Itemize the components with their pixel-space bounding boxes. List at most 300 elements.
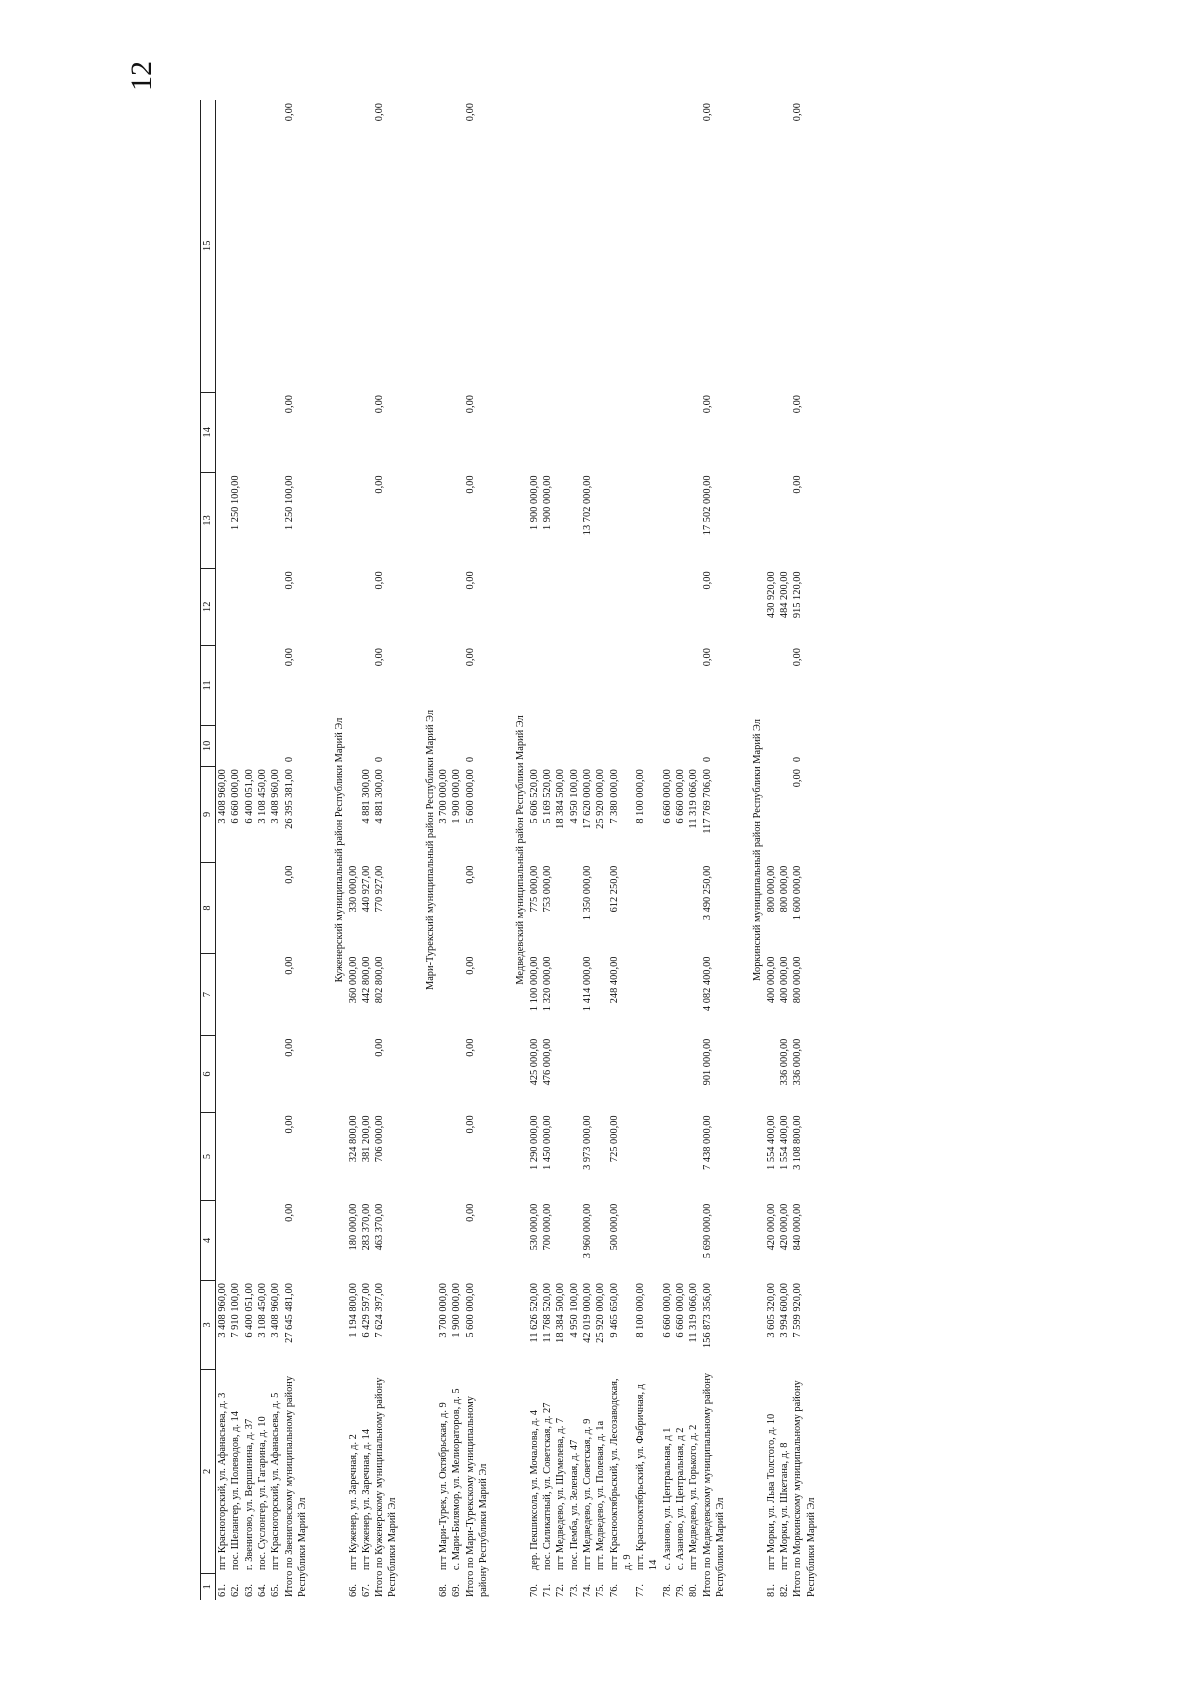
table-row bbox=[568, 100, 581, 1600]
value-cell-col-6 bbox=[765, 1036, 778, 1113]
value-cell-col-7 bbox=[437, 954, 450, 1036]
total-label: Итого по Куженерскому муниципальному району Республики Марий Эл bbox=[374, 1377, 399, 1597]
value-cell-col-8: 800 000,00 bbox=[765, 865, 777, 913]
column-number-row bbox=[201, 100, 216, 1600]
value-cell-col-15 bbox=[661, 100, 674, 392]
column-header-7: 7 bbox=[201, 954, 216, 1036]
spacer-cell bbox=[404, 100, 414, 1600]
table-row bbox=[661, 100, 674, 1600]
value-cell-col-8 bbox=[256, 863, 269, 954]
value-cell-col-4 bbox=[634, 1201, 661, 1280]
value-cell-col-8: 800 000,00 bbox=[778, 865, 790, 913]
table-row bbox=[554, 100, 567, 1600]
value-cell-col-12: 430 920,00 bbox=[765, 571, 777, 619]
row-number: 82. bbox=[778, 1584, 790, 1597]
value-cell-col-4 bbox=[687, 1201, 700, 1280]
address-cell: пгт Куженер, ул. Заречная, д. 2 bbox=[347, 1434, 359, 1571]
value-cell-col-15 bbox=[450, 100, 463, 392]
value-cell-col-8: 1 600 000,00 bbox=[792, 865, 804, 921]
total-row bbox=[373, 100, 404, 1600]
value-cell-col-15 bbox=[608, 100, 635, 392]
value-cell-col-10 bbox=[347, 726, 360, 767]
total-label: Итого по Медведевскому муниципальному району Республики Марий Эл bbox=[701, 1372, 726, 1597]
total-label: Итого по Мари-Турекскому муниципальному району Республики Марий Эл bbox=[464, 1396, 489, 1597]
value-cell-col-10 bbox=[450, 726, 463, 767]
value-cell-col-14 bbox=[360, 392, 373, 472]
region-name: Мари-Турекский муниципальный район Республики Марий Эл bbox=[424, 709, 436, 991]
value-cell-col-15 bbox=[581, 100, 594, 392]
value-cell-col-13: 1 250 100,00 bbox=[230, 475, 242, 530]
total-row bbox=[283, 100, 314, 1600]
value-cell-col-5: 381 200,00 bbox=[360, 1115, 372, 1163]
value-cell-col-7 bbox=[568, 954, 581, 1036]
value-cell-col-11 bbox=[229, 645, 242, 725]
value-cell-col-3: 5 600 000,00 bbox=[464, 1283, 476, 1338]
value-cell-col-5: 0,00 bbox=[283, 1115, 295, 1134]
value-cell-col-12 bbox=[437, 568, 450, 645]
table-row bbox=[269, 100, 282, 1600]
value-cell-col-14 bbox=[256, 392, 269, 472]
value-cell-col-13 bbox=[778, 472, 791, 568]
table-body bbox=[216, 100, 832, 1600]
value-cell-col-11 bbox=[661, 645, 674, 725]
region-name: Куженерский муниципальный район Республики Марий Эл bbox=[334, 717, 346, 983]
table-row bbox=[594, 100, 607, 1600]
value-cell-col-3: 6 660 000,00 bbox=[661, 1283, 673, 1338]
value-cell-col-9: 8 100 000,00 bbox=[635, 769, 647, 824]
value-cell-col-10 bbox=[778, 726, 791, 767]
value-cell-col-3: 18 384 500,00 bbox=[555, 1283, 567, 1343]
row-number: 71. bbox=[541, 1584, 553, 1597]
address-cell: пгт Куженер, ул. Заречная, д. 14 bbox=[360, 1428, 372, 1571]
value-cell-col-15 bbox=[594, 100, 607, 392]
value-cell-col-4 bbox=[269, 1201, 282, 1280]
value-cell-col-9: 5 606 520,00 bbox=[528, 769, 540, 824]
value-cell-col-12: 0,00 bbox=[464, 571, 476, 590]
table-row bbox=[216, 100, 230, 1600]
value-cell-col-6 bbox=[581, 1036, 594, 1113]
row-number: 72. bbox=[555, 1584, 567, 1597]
value-cell-col-10 bbox=[687, 726, 700, 767]
value-cell-col-11 bbox=[608, 645, 635, 725]
value-cell-col-8 bbox=[450, 863, 463, 954]
spacer-row bbox=[822, 100, 832, 1600]
column-header-1: 1 bbox=[201, 1573, 216, 1600]
value-cell-col-8 bbox=[634, 863, 661, 954]
row-number: 76. bbox=[608, 1584, 620, 1597]
address-cell: пгт Медведево, ул. Горького, д. 2 bbox=[688, 1424, 700, 1571]
row-number: 65. bbox=[270, 1584, 282, 1597]
address-cell: пгт Красноoктябрьский, ул. Лесозаводская, д. 9 bbox=[608, 1378, 633, 1571]
value-cell-col-8: 753 000,00 bbox=[541, 865, 553, 913]
value-cell-col-15: 0,00 bbox=[464, 103, 476, 122]
value-cell-col-6 bbox=[568, 1036, 581, 1113]
value-cell-col-8: 0,00 bbox=[283, 865, 295, 884]
value-cell-col-7 bbox=[661, 954, 674, 1036]
value-cell-col-9: 6 660 000,00 bbox=[230, 769, 242, 824]
table-row bbox=[674, 100, 687, 1600]
spacer-row bbox=[731, 100, 741, 1600]
value-cell-col-12: 0,00 bbox=[701, 571, 713, 590]
value-cell-col-8: 770 927,00 bbox=[374, 865, 386, 913]
value-cell-col-7 bbox=[243, 954, 256, 1036]
value-cell-col-12 bbox=[528, 568, 541, 645]
value-cell-col-6: 901 000,00 bbox=[701, 1038, 713, 1086]
value-cell-col-5: 1 450 000,00 bbox=[541, 1115, 553, 1170]
value-cell-col-7: 802 800,00 bbox=[374, 956, 386, 1004]
value-cell-col-4: 700 000,00 bbox=[541, 1203, 553, 1251]
value-cell-col-4: 500 000,00 bbox=[608, 1203, 620, 1251]
value-cell-col-6 bbox=[269, 1036, 282, 1113]
value-cell-col-5: 7 438 000,00 bbox=[701, 1115, 713, 1170]
value-cell-col-6 bbox=[450, 1036, 463, 1113]
value-cell-col-8: 330 000,00 bbox=[347, 865, 359, 913]
value-cell-col-9: 4 950 100,00 bbox=[568, 769, 580, 824]
address-cell: пгт. Медведево, ул. Полевая, д. 1а bbox=[595, 1420, 607, 1571]
address-cell: дер. Пекшиксола, ул. Мочалова, д. 4 bbox=[528, 1410, 540, 1571]
value-cell-col-10: 0 bbox=[283, 756, 295, 763]
value-cell-col-5 bbox=[687, 1112, 700, 1200]
value-cell-col-4: 0,00 bbox=[464, 1203, 476, 1222]
value-cell-col-9 bbox=[347, 766, 360, 863]
value-cell-col-3: 4 950 100,00 bbox=[568, 1283, 580, 1338]
row-number: 78. bbox=[661, 1584, 673, 1597]
value-cell-col-13 bbox=[216, 472, 230, 568]
value-cell-col-5: 324 800,00 bbox=[347, 1115, 359, 1163]
value-cell-col-11 bbox=[581, 645, 594, 725]
value-cell-col-13 bbox=[256, 472, 269, 568]
value-cell-col-11 bbox=[360, 645, 373, 725]
value-cell-col-10 bbox=[608, 726, 635, 767]
region-header-row bbox=[323, 100, 346, 1600]
spacer-row bbox=[313, 100, 323, 1600]
table-row bbox=[437, 100, 450, 1600]
value-cell-col-13 bbox=[554, 472, 567, 568]
value-cell-col-10 bbox=[674, 726, 687, 767]
value-cell-col-5 bbox=[661, 1112, 674, 1200]
value-cell-col-9: 11 319 066,00 bbox=[688, 769, 700, 829]
value-cell-col-11 bbox=[450, 645, 463, 725]
value-cell-col-10: 0 bbox=[701, 756, 713, 763]
value-cell-col-13: 0,00 bbox=[464, 475, 476, 494]
value-cell-col-10 bbox=[216, 726, 230, 767]
value-cell-col-3: 27 645 481,00 bbox=[283, 1283, 295, 1343]
value-cell-col-9: 3 408 960,00 bbox=[217, 769, 228, 824]
address-cell: пос. Шелангер, ул. Полеводов, д. 14 bbox=[230, 1411, 242, 1571]
value-cell-col-13 bbox=[594, 472, 607, 568]
value-cell-col-12 bbox=[450, 568, 463, 645]
value-cell-col-5 bbox=[256, 1112, 269, 1200]
value-cell-col-9: 3 108 450,00 bbox=[256, 769, 268, 824]
address-cell: пгт Морки, ул. Льва Толстого, д. 10 bbox=[765, 1413, 777, 1571]
value-cell-col-14: 0,00 bbox=[283, 395, 295, 414]
value-cell-col-3: 9 465 650,00 bbox=[608, 1283, 620, 1338]
value-cell-col-14: 0,00 bbox=[701, 395, 713, 414]
value-cell-col-4 bbox=[256, 1201, 269, 1280]
column-header-11: 11 bbox=[201, 645, 216, 725]
value-cell-col-11 bbox=[269, 645, 282, 725]
region-header-row bbox=[504, 100, 527, 1600]
value-cell-col-14 bbox=[594, 392, 607, 472]
value-cell-col-10 bbox=[541, 726, 554, 767]
value-cell-col-13: 0,00 bbox=[792, 475, 804, 494]
row-number: 75. bbox=[595, 1584, 607, 1597]
address-cell: пгт Медведево, ул. Шумелева, д. 7 bbox=[555, 1417, 567, 1571]
value-cell-col-4 bbox=[216, 1201, 230, 1280]
value-cell-col-6: 336 000,00 bbox=[792, 1038, 804, 1086]
value-cell-col-12 bbox=[674, 568, 687, 645]
value-cell-col-9: 117 769 706,00 bbox=[701, 769, 713, 834]
value-cell-col-11: 0,00 bbox=[464, 648, 476, 667]
total-row bbox=[464, 100, 495, 1600]
value-cell-col-4: 463 370,00 bbox=[374, 1203, 386, 1251]
value-cell-col-13 bbox=[360, 472, 373, 568]
value-cell-col-3: 3 408 960,00 bbox=[270, 1283, 282, 1338]
value-cell-col-7: 4 082 400,00 bbox=[701, 956, 713, 1012]
column-header-4: 4 bbox=[201, 1201, 216, 1280]
value-cell-col-9 bbox=[765, 766, 778, 863]
address-cell: с. Азаново, ул. Центральная, д 1 bbox=[661, 1427, 673, 1571]
value-cell-col-6: 0,00 bbox=[374, 1038, 386, 1057]
value-cell-col-7 bbox=[256, 954, 269, 1036]
value-cell-col-8 bbox=[554, 863, 567, 954]
value-cell-col-15 bbox=[216, 100, 230, 392]
value-cell-col-5 bbox=[269, 1112, 282, 1200]
region-name: Медведевский муниципальный район Республики Марий Эл bbox=[515, 715, 527, 985]
value-cell-col-14 bbox=[674, 392, 687, 472]
value-cell-col-9: 6 660 000,00 bbox=[675, 769, 687, 824]
value-cell-col-3: 6 660 000,00 bbox=[675, 1283, 687, 1338]
value-cell-col-13 bbox=[674, 472, 687, 568]
row-number: 64. bbox=[256, 1584, 268, 1597]
value-cell-col-12: 915 120,00 bbox=[792, 571, 804, 619]
value-cell-col-12: 484 200,00 bbox=[778, 571, 790, 619]
value-cell-col-11 bbox=[256, 645, 269, 725]
value-cell-col-5: 1 554 400,00 bbox=[765, 1115, 777, 1170]
value-cell-col-6 bbox=[360, 1036, 373, 1113]
value-cell-col-5 bbox=[554, 1112, 567, 1200]
value-cell-col-12 bbox=[661, 568, 674, 645]
value-cell-col-5: 1 290 000,00 bbox=[528, 1115, 540, 1170]
value-cell-col-14 bbox=[581, 392, 594, 472]
value-cell-col-14 bbox=[634, 392, 661, 472]
value-cell-col-12 bbox=[634, 568, 661, 645]
value-cell-col-12 bbox=[269, 568, 282, 645]
value-cell-col-14 bbox=[229, 392, 242, 472]
address-cell: пос. Силикатный, ул. Советская, д. 27 bbox=[541, 1402, 553, 1571]
value-cell-col-13 bbox=[437, 472, 450, 568]
row-number: 81. bbox=[765, 1584, 777, 1597]
value-cell-col-12 bbox=[541, 568, 554, 645]
value-cell-col-7 bbox=[216, 954, 230, 1036]
value-cell-col-12 bbox=[229, 568, 242, 645]
value-cell-col-9: 0,00 bbox=[792, 769, 804, 788]
table-row bbox=[634, 100, 661, 1600]
value-cell-col-13 bbox=[687, 472, 700, 568]
value-cell-col-3: 3 700 000,00 bbox=[438, 1283, 450, 1338]
value-cell-col-5 bbox=[674, 1112, 687, 1200]
table-row bbox=[243, 100, 256, 1600]
value-cell-col-5: 725 000,00 bbox=[608, 1115, 620, 1163]
address-cell: пос. Суслонгер, ул. Гагарина, д. 10 bbox=[256, 1416, 268, 1571]
value-cell-col-11: 0,00 bbox=[374, 648, 386, 667]
value-cell-col-5: 3 973 000,00 bbox=[581, 1115, 593, 1170]
value-cell-col-7: 1 414 000,00 bbox=[581, 956, 593, 1012]
value-cell-col-9: 4 881 300,00 bbox=[360, 769, 372, 824]
value-cell-col-4: 5 690 000,00 bbox=[701, 1203, 713, 1259]
value-cell-col-7 bbox=[269, 954, 282, 1036]
value-cell-col-15 bbox=[360, 100, 373, 392]
address-cell: пгт Красногорский, ул. Афанасьева, д. 3 bbox=[217, 1392, 228, 1571]
value-cell-col-9: 6 400 051,00 bbox=[243, 769, 255, 824]
value-cell-col-7 bbox=[674, 954, 687, 1036]
row-number: 61. bbox=[217, 1584, 228, 1597]
value-cell-col-5 bbox=[568, 1112, 581, 1200]
value-cell-col-15 bbox=[528, 100, 541, 392]
value-cell-col-10 bbox=[229, 726, 242, 767]
value-cell-col-15 bbox=[437, 100, 450, 392]
value-cell-col-13: 1 900 000,00 bbox=[528, 475, 540, 530]
row-number: 69. bbox=[451, 1584, 463, 1597]
value-cell-col-15 bbox=[229, 100, 242, 392]
value-cell-col-14 bbox=[216, 392, 230, 472]
value-cell-col-5: 0,00 bbox=[464, 1115, 476, 1134]
value-cell-col-11 bbox=[347, 645, 360, 725]
value-cell-col-12 bbox=[608, 568, 635, 645]
value-cell-col-14 bbox=[687, 392, 700, 472]
value-cell-col-14 bbox=[554, 392, 567, 472]
value-cell-col-5 bbox=[216, 1112, 230, 1200]
row-number: 74. bbox=[581, 1584, 593, 1597]
value-cell-col-4: 283 370,00 bbox=[360, 1203, 372, 1251]
table-row bbox=[765, 100, 778, 1600]
value-cell-col-12: 0,00 bbox=[283, 571, 295, 590]
value-cell-col-8 bbox=[661, 863, 674, 954]
value-cell-col-15: 0,00 bbox=[283, 103, 295, 122]
value-cell-col-11 bbox=[528, 645, 541, 725]
value-cell-col-15 bbox=[256, 100, 269, 392]
value-cell-col-9: 6 660 000,00 bbox=[661, 769, 673, 824]
region-name: Моркинский муниципальный район Республики Марий Эл bbox=[752, 719, 764, 981]
value-cell-col-6 bbox=[243, 1036, 256, 1113]
value-cell-col-4 bbox=[229, 1201, 242, 1280]
table-row bbox=[608, 100, 635, 1600]
value-cell-col-5: 1 554 400,00 bbox=[778, 1115, 790, 1170]
value-cell-col-7: 1 100 000,00 bbox=[528, 956, 540, 1012]
spacer-cell bbox=[313, 100, 323, 1600]
value-cell-col-7: 0,00 bbox=[464, 956, 476, 975]
value-cell-col-14 bbox=[661, 392, 674, 472]
value-cell-col-13 bbox=[243, 472, 256, 568]
value-cell-col-12 bbox=[554, 568, 567, 645]
spacer-cell bbox=[494, 100, 504, 1600]
value-cell-col-13 bbox=[347, 472, 360, 568]
table-row bbox=[541, 100, 554, 1600]
address-cell: с. Азаново, ул. Центральная, д 2 bbox=[675, 1427, 687, 1571]
value-cell-col-3: 6 400 051,00 bbox=[243, 1283, 255, 1338]
value-cell-col-3: 6 429 597,00 bbox=[360, 1283, 372, 1338]
value-cell-col-3: 42 019 000,00 bbox=[581, 1283, 593, 1343]
row-number: 77. bbox=[635, 1584, 647, 1597]
value-cell-col-8 bbox=[594, 863, 607, 954]
value-cell-col-6 bbox=[674, 1036, 687, 1113]
address-cell: пгт Мари-Турек, ул. Октябрьская, д. 9 bbox=[438, 1402, 450, 1571]
address-cell: пос. Пемба, ул. Зеленая, д. 47 bbox=[568, 1439, 580, 1571]
value-cell-col-10 bbox=[581, 726, 594, 767]
value-cell-col-15 bbox=[541, 100, 554, 392]
value-cell-col-3: 156 873 356,00 bbox=[701, 1283, 713, 1349]
value-cell-col-8 bbox=[229, 863, 242, 954]
spacer-row bbox=[404, 100, 414, 1600]
value-cell-col-3: 3 408 960,00 bbox=[217, 1283, 228, 1338]
value-cell-col-15 bbox=[347, 100, 360, 392]
row-number: 67. bbox=[360, 1584, 372, 1597]
value-cell-col-4: 530 000,00 bbox=[528, 1203, 540, 1251]
value-cell-col-6 bbox=[687, 1036, 700, 1113]
value-cell-col-6 bbox=[216, 1036, 230, 1113]
value-cell-col-11 bbox=[541, 645, 554, 725]
value-cell-col-4 bbox=[568, 1201, 581, 1280]
table-row bbox=[256, 100, 269, 1600]
value-cell-col-4 bbox=[437, 1201, 450, 1280]
total-label: Итого по Моркинскому муниципальному району Республики Марий Эл bbox=[792, 1380, 817, 1597]
value-cell-col-5: 706 000,00 bbox=[374, 1115, 386, 1163]
value-cell-col-14: 0,00 bbox=[792, 395, 804, 414]
column-header-6: 6 bbox=[201, 1036, 216, 1113]
value-cell-col-15 bbox=[269, 100, 282, 392]
value-cell-col-14 bbox=[778, 392, 791, 472]
value-cell-col-14 bbox=[450, 392, 463, 472]
value-cell-col-9: 5 169 520,00 bbox=[541, 769, 553, 824]
value-cell-col-6 bbox=[256, 1036, 269, 1113]
value-cell-col-13: 1 250 100,00 bbox=[283, 475, 295, 530]
table-row bbox=[360, 100, 373, 1600]
value-cell-col-11: 0,00 bbox=[283, 648, 295, 667]
value-cell-col-15 bbox=[687, 100, 700, 392]
spacer-cell bbox=[822, 100, 832, 1600]
value-cell-col-8: 775 000,00 bbox=[528, 865, 540, 913]
row-number: 73. bbox=[568, 1584, 580, 1597]
table-row bbox=[687, 100, 700, 1600]
address-cell: пгт Морки, ул. Шкетана, д. 8 bbox=[778, 1442, 790, 1571]
column-header-12: 12 bbox=[201, 568, 216, 645]
table-row bbox=[581, 100, 594, 1600]
value-cell-col-3: 11 319 066,00 bbox=[688, 1283, 700, 1343]
value-cell-col-9: 3 700 000,00 bbox=[438, 769, 450, 824]
value-cell-col-4 bbox=[661, 1201, 674, 1280]
value-cell-col-4: 420 000,00 bbox=[778, 1203, 790, 1251]
budget-table bbox=[200, 100, 832, 1600]
value-cell-col-4: 180 000,00 bbox=[347, 1203, 359, 1251]
value-cell-col-6 bbox=[608, 1036, 635, 1113]
column-header-14: 14 bbox=[201, 392, 216, 472]
value-cell-col-3: 11 626 520,00 bbox=[528, 1283, 540, 1343]
value-cell-col-6 bbox=[347, 1036, 360, 1113]
value-cell-col-11 bbox=[765, 645, 778, 725]
value-cell-col-11 bbox=[594, 645, 607, 725]
value-cell-col-10 bbox=[594, 726, 607, 767]
value-cell-col-9: 4 881 300,00 bbox=[374, 769, 386, 824]
value-cell-col-8: 3 490 250,00 bbox=[701, 865, 713, 921]
value-cell-col-7: 400 000,00 bbox=[778, 956, 790, 1004]
value-cell-col-5 bbox=[437, 1112, 450, 1200]
value-cell-col-11 bbox=[216, 645, 230, 725]
value-cell-col-6: 336 000,00 bbox=[778, 1038, 790, 1086]
value-cell-col-4: 420 000,00 bbox=[765, 1203, 777, 1251]
value-cell-col-3: 11 768 520,00 bbox=[541, 1283, 553, 1343]
value-cell-col-4 bbox=[243, 1201, 256, 1280]
value-cell-col-7 bbox=[634, 954, 661, 1036]
